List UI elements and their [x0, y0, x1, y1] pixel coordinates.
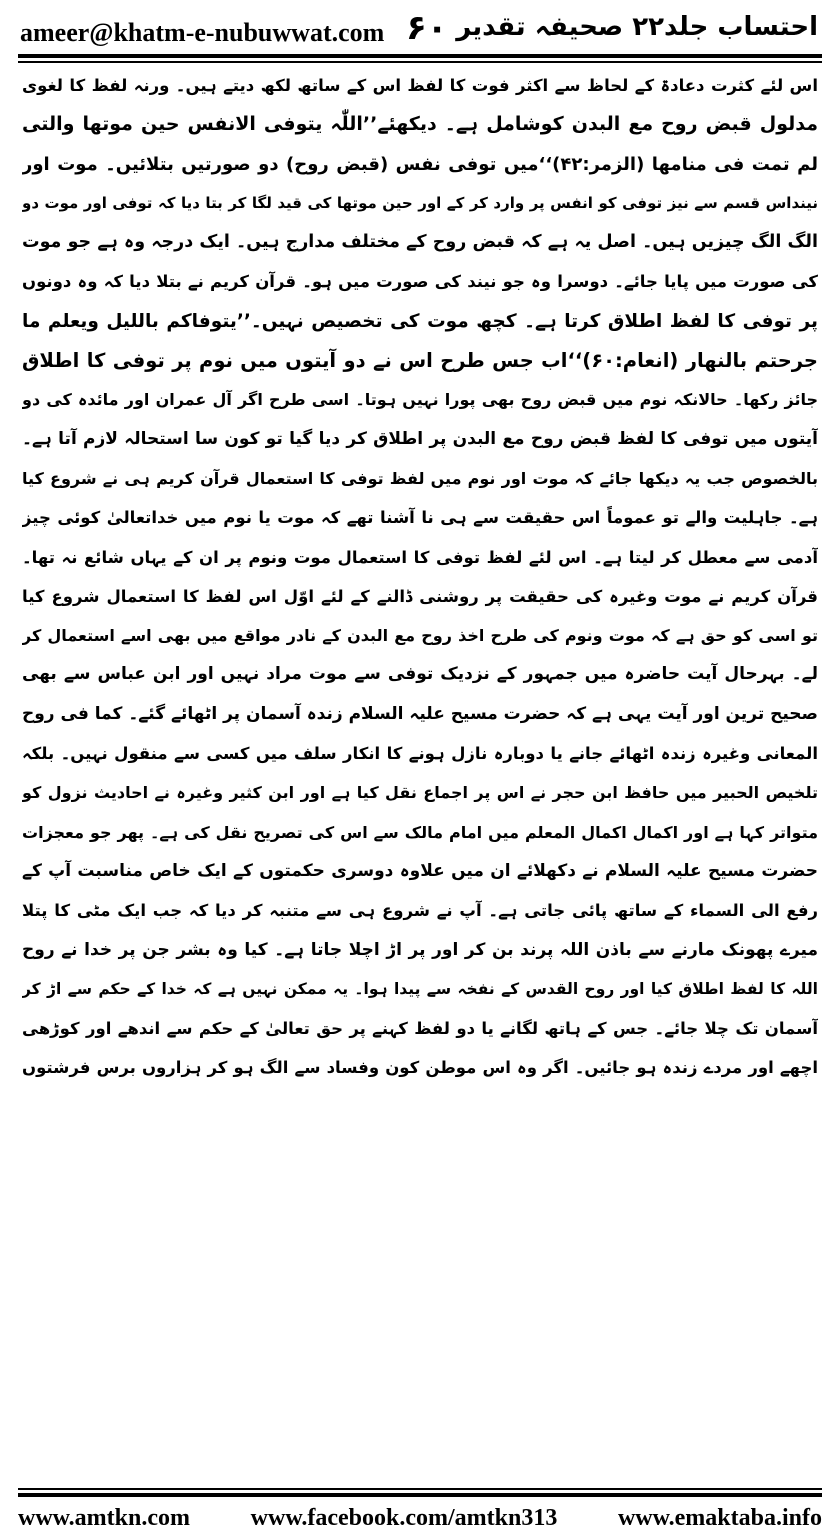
text-line: اچھے اور مردے زندہ ہو جائیں۔ اگر وہ اس موطن کون وفساد سے الگ ہو کر ہزاروں برس فرشتوں	[22, 1058, 818, 1078]
text-line: مدلول قبض روح مع البدن کوشامل ہے۔ دیکھئے’’اللّٰہ یتوفی الانفس حین موتھا والتی	[22, 113, 818, 136]
book-title: احتساب جلد۲۲ صحیفہ تقدیر	[456, 12, 818, 42]
text-line: آدمی سے معطل کر لیتا ہے۔ اس لئے لفظ توفی کا استعمال موت ونوم پر ان کے یہاں شائع نہ تھا۔	[22, 547, 818, 567]
text-line: آسمان تک چلا جائے۔ جس کے ہاتھ لگانے یا دو لفظ کہنے پر حق تعالیٰ کے حکم سے اندھے اور کوڑھی	[22, 1019, 818, 1039]
text-line: لم تمت فی منامھا (الزمر:۴۲)‘‘میں توفی نفس (قبض روح) دو صورتیں بتلائیں۔ موت اور	[22, 153, 818, 175]
page-number: ۶۰	[406, 8, 448, 48]
text-line: الگ الگ چیزیں ہیں۔ اصل یہ ہے کہ قبض روح کے مختلف مدارج ہیں۔ ایک درجہ وہ ہے جو موت	[22, 232, 818, 253]
text-line: اللہ کا لفظ اطلاق کیا اور روح القدس کے نفخہ سے پیدا ہوا۔ یہ ممکن نہیں ہے کہ خدا کے حکم سے اڑ کر	[22, 979, 818, 998]
text-line: کی صورت میں پایا جائے۔ دوسرا وہ جو نیند کی صورت میں ہو۔ قرآن کریم نے بتلا دیا کہ وہ دونوں	[22, 272, 818, 292]
footer-link-facebook[interactable]: www.facebook.com/amtkn313	[250, 1504, 558, 1531]
footer-rule-thick	[18, 1493, 822, 1497]
header-rule-thin	[18, 61, 822, 63]
text-line: نینداس قسم سے نیز توفی کو انفس پر وارد کر کے اور حین موتھا کی قید لگا کر بتا دیا کہ توفی اور موت دو	[22, 193, 818, 212]
text-line: جرحتم بالنھار (انعام:۶۰)‘‘اب جس طرح اس نے دو آیتوں میں نوم پر توفی کا اطلاق	[22, 349, 818, 373]
text-line: بالخصوص جب یہ دیکھا جائے کہ موت اور نوم میں لفظ توفی کا استعمال قرآن کریم ہی نے شروع کیا	[22, 468, 818, 488]
text-line: اس لئے کثرت دعادۃ کے لحاظ سے اکثر فوت کا لفظ اس کے ساتھ لکھ دیتے ہیں۔ ورنہ لفظ کا لغوی	[22, 76, 818, 95]
footer-link-emaktaba[interactable]: www.emaktaba.info	[617, 1504, 822, 1531]
footer-rule-thin	[18, 1488, 822, 1490]
text-line: تلخیص الحبیر میں حافظ ابن حجر نے اس پر اجماع نقل کیا ہے اور ابن کثیر وغیرہ نے احادیث نزول کو	[22, 783, 818, 803]
text-line: المعانی وغیرہ زندہ اٹھائے جانے یا دوبارہ نازل ہونے کا انکار سلف میں کسی سے منقول نہیں۔ بلکہ	[22, 744, 818, 764]
text-line: رفع الی السماء کے ساتھ پائی جاتی ہے۔ آپ نے شروع ہی سے متنبہ کر دیا کہ جب ایک مٹی کا پتلا	[22, 901, 818, 921]
header-email: ameer@khatm-e-nubuwwat.com	[20, 18, 385, 47]
body-text	[22, 66, 818, 1482]
text-line: تو اسی کو حق ہے کہ موت ونوم کی طرح اخذ روح مع البدن کے نادر مواقع میں بھی اسے استعمال کر	[22, 626, 818, 646]
text-line: آیتوں میں توفی کا لفظ قبض روح مع البدن پر اطلاق کر دیا گیا تو کون سا استحالہ لازم آتا ہے۔	[22, 428, 818, 449]
text-line: صحیح ترین اور آیت یہی ہے کہ حضرت مسیح علیہ السلام زندہ آسمان پر اٹھائے گئے۔ کما فی روح	[22, 703, 818, 724]
header-rule-thick	[18, 54, 822, 58]
text-line: متواتر کہا ہے اور اکمال اکمال المعلم میں امام مالک سے اس کی تصریح نقل کی ہے۔ پھر جو معجزات	[22, 822, 818, 842]
text-line: حضرت مسیح علیہ السلام نے دکھلائے ان میں علاوہ دوسری حکمتوں کے ایک خاص مناسبت آپ کے	[22, 860, 818, 881]
text-line: پر توفی کا لفظ اطلاق کرتا ہے۔ کچھ موت کی تخصیص نہیں۔’’یتوفاکم باللیل ویعلم ما	[22, 310, 818, 332]
page-header	[18, 10, 822, 50]
text-line: قرآن کریم نے موت وغیرہ کی حقیقت پر روشنی ڈالنے کے لئے اوّل اس لفظ کا استعمال شروع کیا	[22, 586, 818, 606]
text-line: لے۔ بہرحال آیت حاضرہ میں جمہور کے نزدیک توفی سے موت مراد نہیں اور ابن عباس سے بھی	[22, 664, 818, 685]
footer-link-amtkn[interactable]: www.amtkn.com	[18, 1504, 190, 1531]
text-line: میرے پھونک مارنے سے باذن اللہ پرند بن کر اور پر اڑ اچلا جاتا ہے۔ کیا وہ بشر جن پر خدا نے روح	[22, 939, 818, 960]
page-footer	[18, 1502, 822, 1534]
text-line: ہے۔ جاہلیت والے تو عموماً اس حقیقت سے ہی نا آشنا تھے کہ موت یا نوم میں خداتعالیٰ کوئی چیز	[22, 508, 818, 528]
text-line: جائز رکھا۔ حالانکہ نوم میں قبض روح بھی پورا نہیں ہوتا۔ اسی طرح اگر آل عمران اور مائدہ کی دو	[22, 390, 818, 410]
